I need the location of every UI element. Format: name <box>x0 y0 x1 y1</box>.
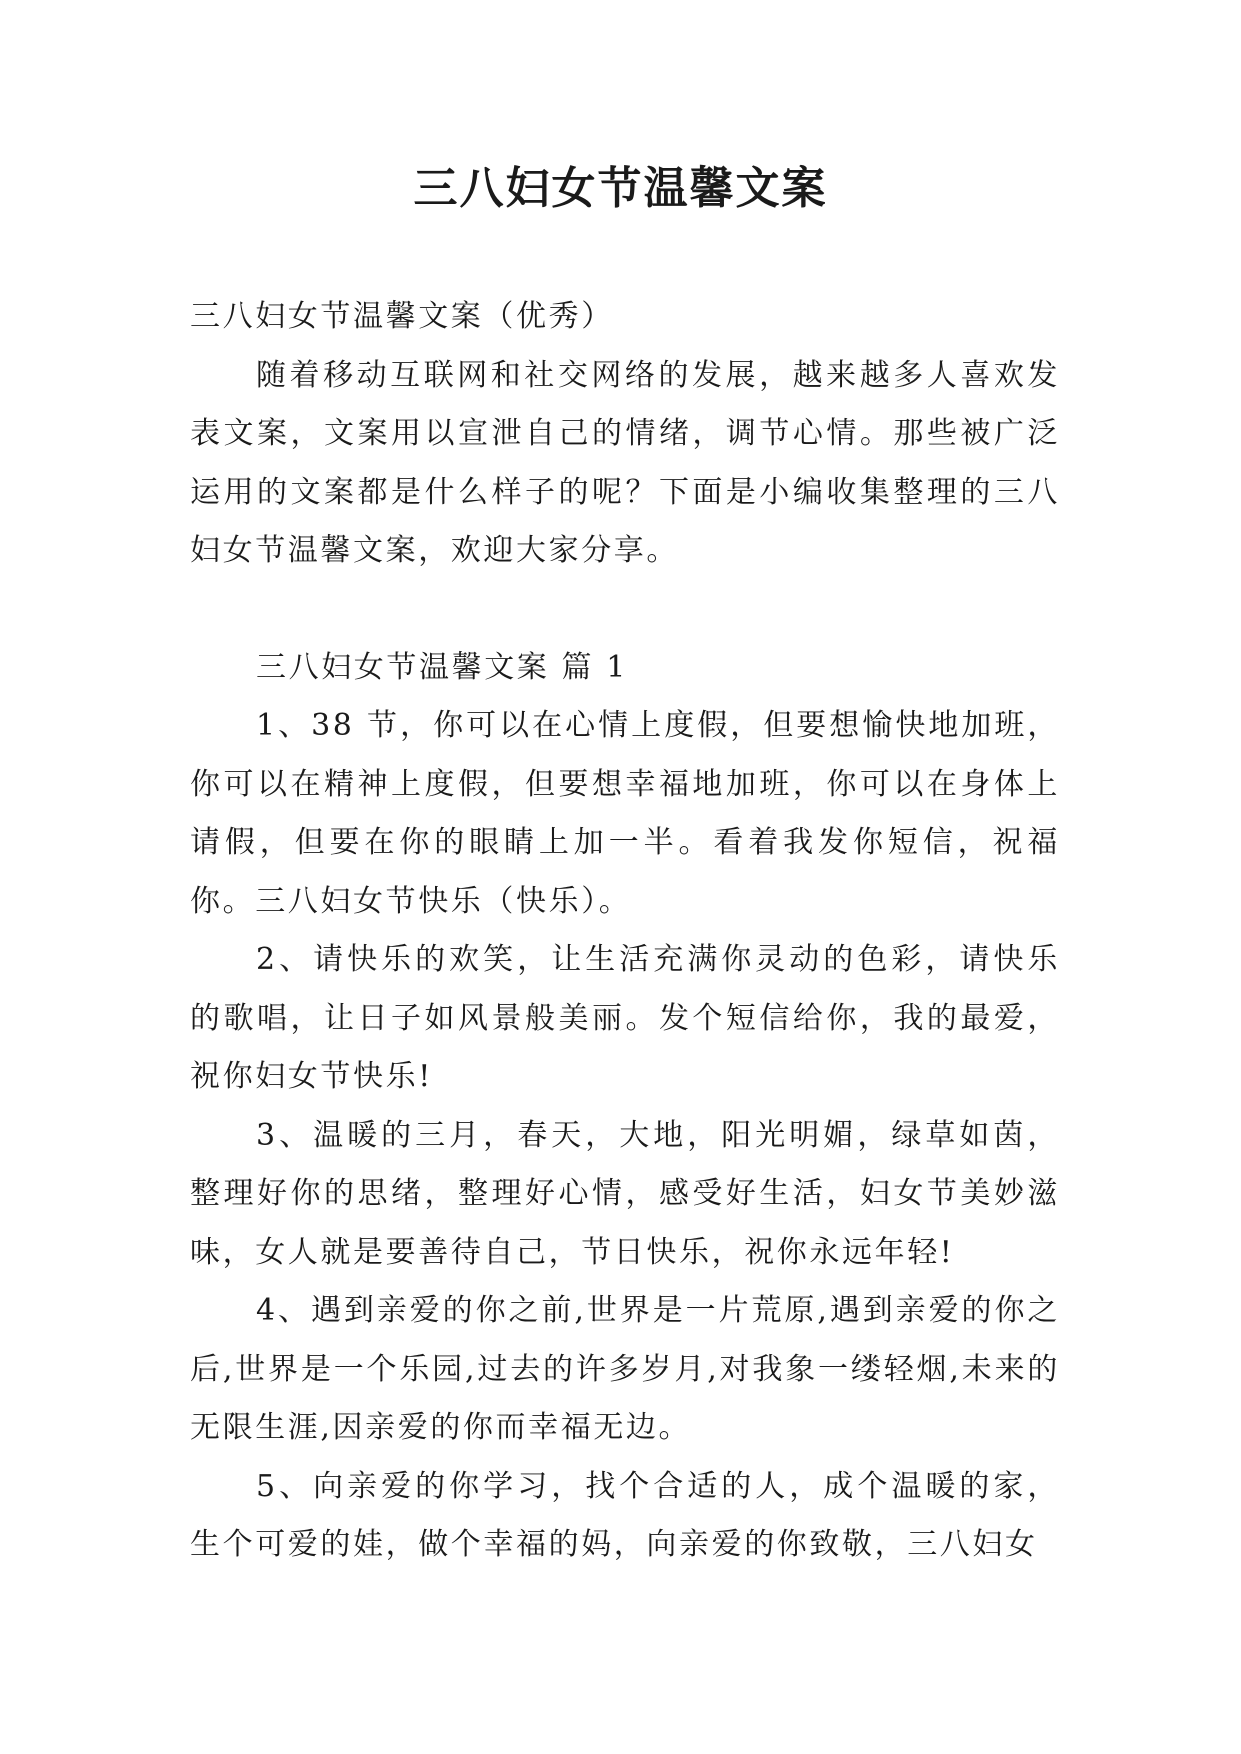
paragraph-spacer <box>190 581 1060 639</box>
list-item: 2、请快乐的欢笑，让生活充满你灵动的色彩，请快乐的歌唱，让日子如风景般美丽。发个短信给你，我的最爱，祝你妇女节快乐! <box>190 942 1060 1094</box>
document-title: 三八妇女节温馨文案 <box>413 163 828 214</box>
list-item: 4、遇到亲爱的你之前,世界是一片荒原,遇到亲爱的你之后,世界是一个乐园,过去的许多岁月,对我象一缕轻烟,未来的无限生涯,因亲爱的你而幸福无边。 <box>190 1293 1060 1445</box>
list-item: 3、温暖的三月，春天，大地，阳光明媚，绿草如茵，整理好你的思绪，整理好心情，感受好生活，妇女节美妙滋味，女人就是要善待自己，节日快乐，祝你永远年轻! <box>190 1117 1060 1270</box>
list-item: 1、38 节，你可以在心情上度假，但要想愉快地加班，你可以在精神上度假，但要想幸福地加班，你可以在身体上请假，但要在你的眼睛上加一半。看着我发你短信，祝福你。三八妇女节快乐（快乐）。 <box>190 708 1060 919</box>
section-heading: 三八妇女节温馨文案 篇 1 <box>256 649 628 685</box>
list-item: 5、向亲爱的你学习，找个合适的人，成个温暖的家，生个可爱的娃，做个幸福的妈，向亲爱的你致敬，三八妇女 <box>190 1468 1060 1562</box>
intro-paragraph: 随着移动互联网和社交网络的发展，越来越多人喜欢发表文案，文案用以宣泄自己的情绪，调节心情。那些被广泛运用的文案都是什么样子的呢？下面是小编收集整理的三八妇女节温馨文案，欢迎大家分享。 <box>190 357 1060 568</box>
document-subtitle: 三八妇女节温馨文案（优秀） <box>190 299 614 334</box>
document-body <box>190 288 1060 1575</box>
